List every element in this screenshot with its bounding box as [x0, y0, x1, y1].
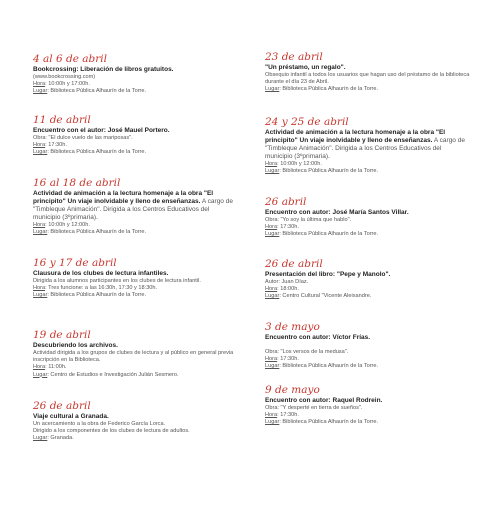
- event-title: [33, 190, 238, 222]
- event-date: 16 y 17 de abril: [33, 257, 117, 269]
- event-title-extra: A cargo de "Timbleque Animación". Dirigida a los Centros Educativos del municipio (3ºprimaria).: [265, 137, 465, 160]
- hora-label: Hora: [265, 412, 278, 419]
- event-item: [265, 259, 470, 301]
- event-item: [33, 54, 238, 96]
- lugar-label: Lugar: [265, 86, 280, 93]
- event-title-text: Actividad de animación a la lectura homenaje a la obra "El principito" Un viaje inolvidable y lleno de enseñanzas.: [265, 129, 446, 144]
- event-lugar: [265, 419, 470, 426]
- event-hora: [33, 285, 238, 292]
- event-date: 19 de abril: [33, 329, 91, 341]
- hora-value: : 17:30h.: [277, 412, 299, 419]
- hora-value: : 18:00h.: [277, 286, 299, 293]
- lugar-label: Lugar: [265, 168, 280, 175]
- event-detail: Obsequio infantil a todos los usuarios que hagan uso del préstamo de la biblioteca durante el día 23 de Abril.: [265, 72, 470, 86]
- lugar-value: : Biblioteca Pública Alhaurín de la Torre.: [47, 292, 147, 299]
- hora-value: : 11:00h.: [45, 364, 67, 371]
- hora-value: : 17:30h.: [277, 224, 299, 231]
- event-lugar: [33, 435, 238, 442]
- event-title-text: Actividad de animación a la lectura homenaje a la obra "El principito" Un viaje inolvidable y lleno de enseñanzas.: [33, 190, 214, 205]
- lugar-value: : Biblioteca Pública Alhaurín de la Torre.: [279, 168, 379, 175]
- event-title: Bookcrossing: Liberación de libros gratuitos.: [33, 66, 174, 73]
- event-item: [265, 117, 470, 175]
- event-hora: [33, 364, 238, 371]
- event-title: Viaje cultural a Granada.: [33, 413, 109, 420]
- event-lugar: [33, 229, 238, 236]
- lugar-label: Lugar: [33, 149, 48, 156]
- event-hora: [265, 412, 470, 419]
- event-lugar: [265, 231, 470, 238]
- lugar-label: Lugar: [33, 435, 48, 442]
- event-detail: Dirigido a los componentes de los clubes de lectura de adultos.: [33, 428, 190, 435]
- event-title-extra: A cargo de "Timbleque Animación". Dirigida a los Centros Educativos del municipio (3ºprimaria).: [33, 198, 233, 221]
- event-lugar: [33, 88, 238, 95]
- event-title: "Un préstamo, un regalo".: [265, 64, 346, 71]
- lugar-label: Lugar: [33, 229, 48, 236]
- event-detail: (www.bookcrossing.com): [33, 74, 96, 80]
- event-item: [265, 197, 470, 239]
- hora-label: Hora: [265, 161, 278, 167]
- event-detail: Obra: "Y desperté en tierra de sueños".: [265, 405, 363, 411]
- lugar-label: Lugar: [265, 419, 280, 426]
- hora-label: Hora: [33, 81, 46, 88]
- event-lugar: [33, 149, 238, 156]
- event-hora: [265, 356, 470, 363]
- event-date: 3 de mayo: [265, 321, 320, 333]
- lugar-value: : Biblioteca Pública Alhaurín de la Torre.: [47, 149, 147, 156]
- event-title: [265, 129, 470, 161]
- event-date: 23 de abril: [265, 51, 323, 63]
- event-item: [33, 258, 238, 300]
- hora-label: Hora: [33, 222, 46, 228]
- event-hora: [265, 286, 470, 293]
- lugar-label: Lugar: [33, 88, 48, 95]
- event-item: [33, 330, 238, 379]
- event-detail: Obra: "Los versos de la medusa".: [265, 349, 349, 355]
- event-detail: Actividad dirigida a los grupos de clubes de lectura y al público en general previa inscripción en la Biblioteca.: [33, 350, 234, 364]
- lugar-value: : Granada.: [47, 435, 74, 442]
- event-date: 4 al 6 de abril: [33, 53, 107, 65]
- spacer: [265, 342, 470, 349]
- event-detail: Un acercamiento a la obra de Federico García Lorca.: [33, 421, 166, 427]
- event-item: [33, 115, 238, 157]
- hora-label: Hora: [265, 224, 278, 231]
- event-title: Clausura de los clubes de lectura infantiles.: [33, 270, 169, 277]
- event-title: Encuentro con el autor: José Mauel Portero.: [33, 127, 170, 134]
- event-item: [33, 401, 238, 443]
- event-item: [265, 322, 470, 371]
- event-item: [33, 178, 238, 236]
- hora-value: : 10:00h y 17:00h.: [45, 81, 90, 88]
- event-hora: [33, 81, 238, 88]
- hora-value: : 17:30h.: [45, 142, 67, 149]
- event-lugar: [33, 372, 238, 379]
- event-lugar: [265, 363, 470, 370]
- event-date: 16 al 18 de abril: [33, 177, 121, 189]
- hora-label: Hora: [265, 286, 278, 293]
- event-detail: Autor: Juan Díaz.: [265, 279, 309, 285]
- hora-value: : 17:30h.: [277, 356, 299, 363]
- event-title: Descubriendo los archivos.: [33, 342, 118, 349]
- event-hora: [265, 161, 470, 168]
- event-item: [265, 385, 470, 427]
- hora-value: : 10:00h y 12:00h.: [45, 222, 90, 228]
- lugar-value: : Biblioteca Pública Alhaurín de la Torre.: [279, 363, 379, 370]
- event-hora: [33, 142, 238, 149]
- event-title: Encuentro con autor: José María Santos Villar.: [265, 209, 409, 216]
- lugar-value: : Biblioteca Pública Alhaurín de la Torre.: [279, 419, 379, 426]
- lugar-value: : Biblioteca Pública Alhaurín de la Torre.: [47, 229, 147, 236]
- lugar-value: : Biblioteca Pública Alhaurín de la Torre.: [279, 231, 379, 238]
- event-title: Encuentro con autor: Raquel Rodrein.: [265, 397, 383, 404]
- event-detail: Obra: "El dulce vuelo de las mariposas".: [33, 135, 133, 141]
- event-detail: Dirigida a los alumnos participantes en los clubes de lectura infantil.: [33, 278, 201, 284]
- lugar-label: Lugar: [265, 293, 280, 300]
- lugar-label: Lugar: [265, 363, 280, 370]
- event-date: 11 de abril: [33, 114, 91, 126]
- lugar-label: Lugar: [33, 371, 48, 378]
- event-date: 26 abril: [265, 196, 307, 208]
- lugar-value: : Biblioteca Pública Alhaurín de la Torre.: [279, 86, 379, 93]
- event-title: Presentación del libro: "Pepe y Manolo".: [265, 271, 391, 278]
- event-date: 24 y 25 de abril: [265, 116, 349, 128]
- event-date: 26 de abril: [265, 258, 323, 270]
- event-detail: Obra: "Yo soy la última que hablo".: [265, 217, 352, 223]
- lugar-label: Lugar: [265, 231, 280, 238]
- hora-value: : Tres funcione: a las 16:30h, 17:30 y 18:30h.: [45, 285, 158, 292]
- lugar-label: Lugar: [33, 292, 48, 299]
- lugar-value: : Centro Cultural "Vicente Aleixandre.: [279, 293, 372, 300]
- lugar-value: : Biblioteca Pública Alhaurín de la Torre.: [47, 88, 147, 95]
- hora-label: Hora: [33, 364, 46, 371]
- hora-value: : 10:00h y 12:00h.: [277, 161, 322, 167]
- lugar-value: : Centro de Estudios e Investigación Julián Sesmero.: [47, 371, 179, 378]
- event-date: 26 de abril: [33, 400, 91, 412]
- event-hora: [33, 222, 238, 229]
- event-lugar: [33, 292, 238, 299]
- hora-label: Hora: [265, 356, 278, 363]
- event-lugar: [265, 86, 470, 93]
- event-hora: [265, 224, 470, 231]
- event-date: 9 de mayo: [265, 384, 320, 396]
- hora-label: Hora: [33, 142, 46, 149]
- event-title: Encuentro con autor: Víctor Frías.: [265, 334, 371, 341]
- hora-label: Hora: [33, 285, 46, 292]
- event-lugar: [265, 293, 470, 300]
- event-lugar: [265, 168, 470, 175]
- event-item: [265, 52, 470, 94]
